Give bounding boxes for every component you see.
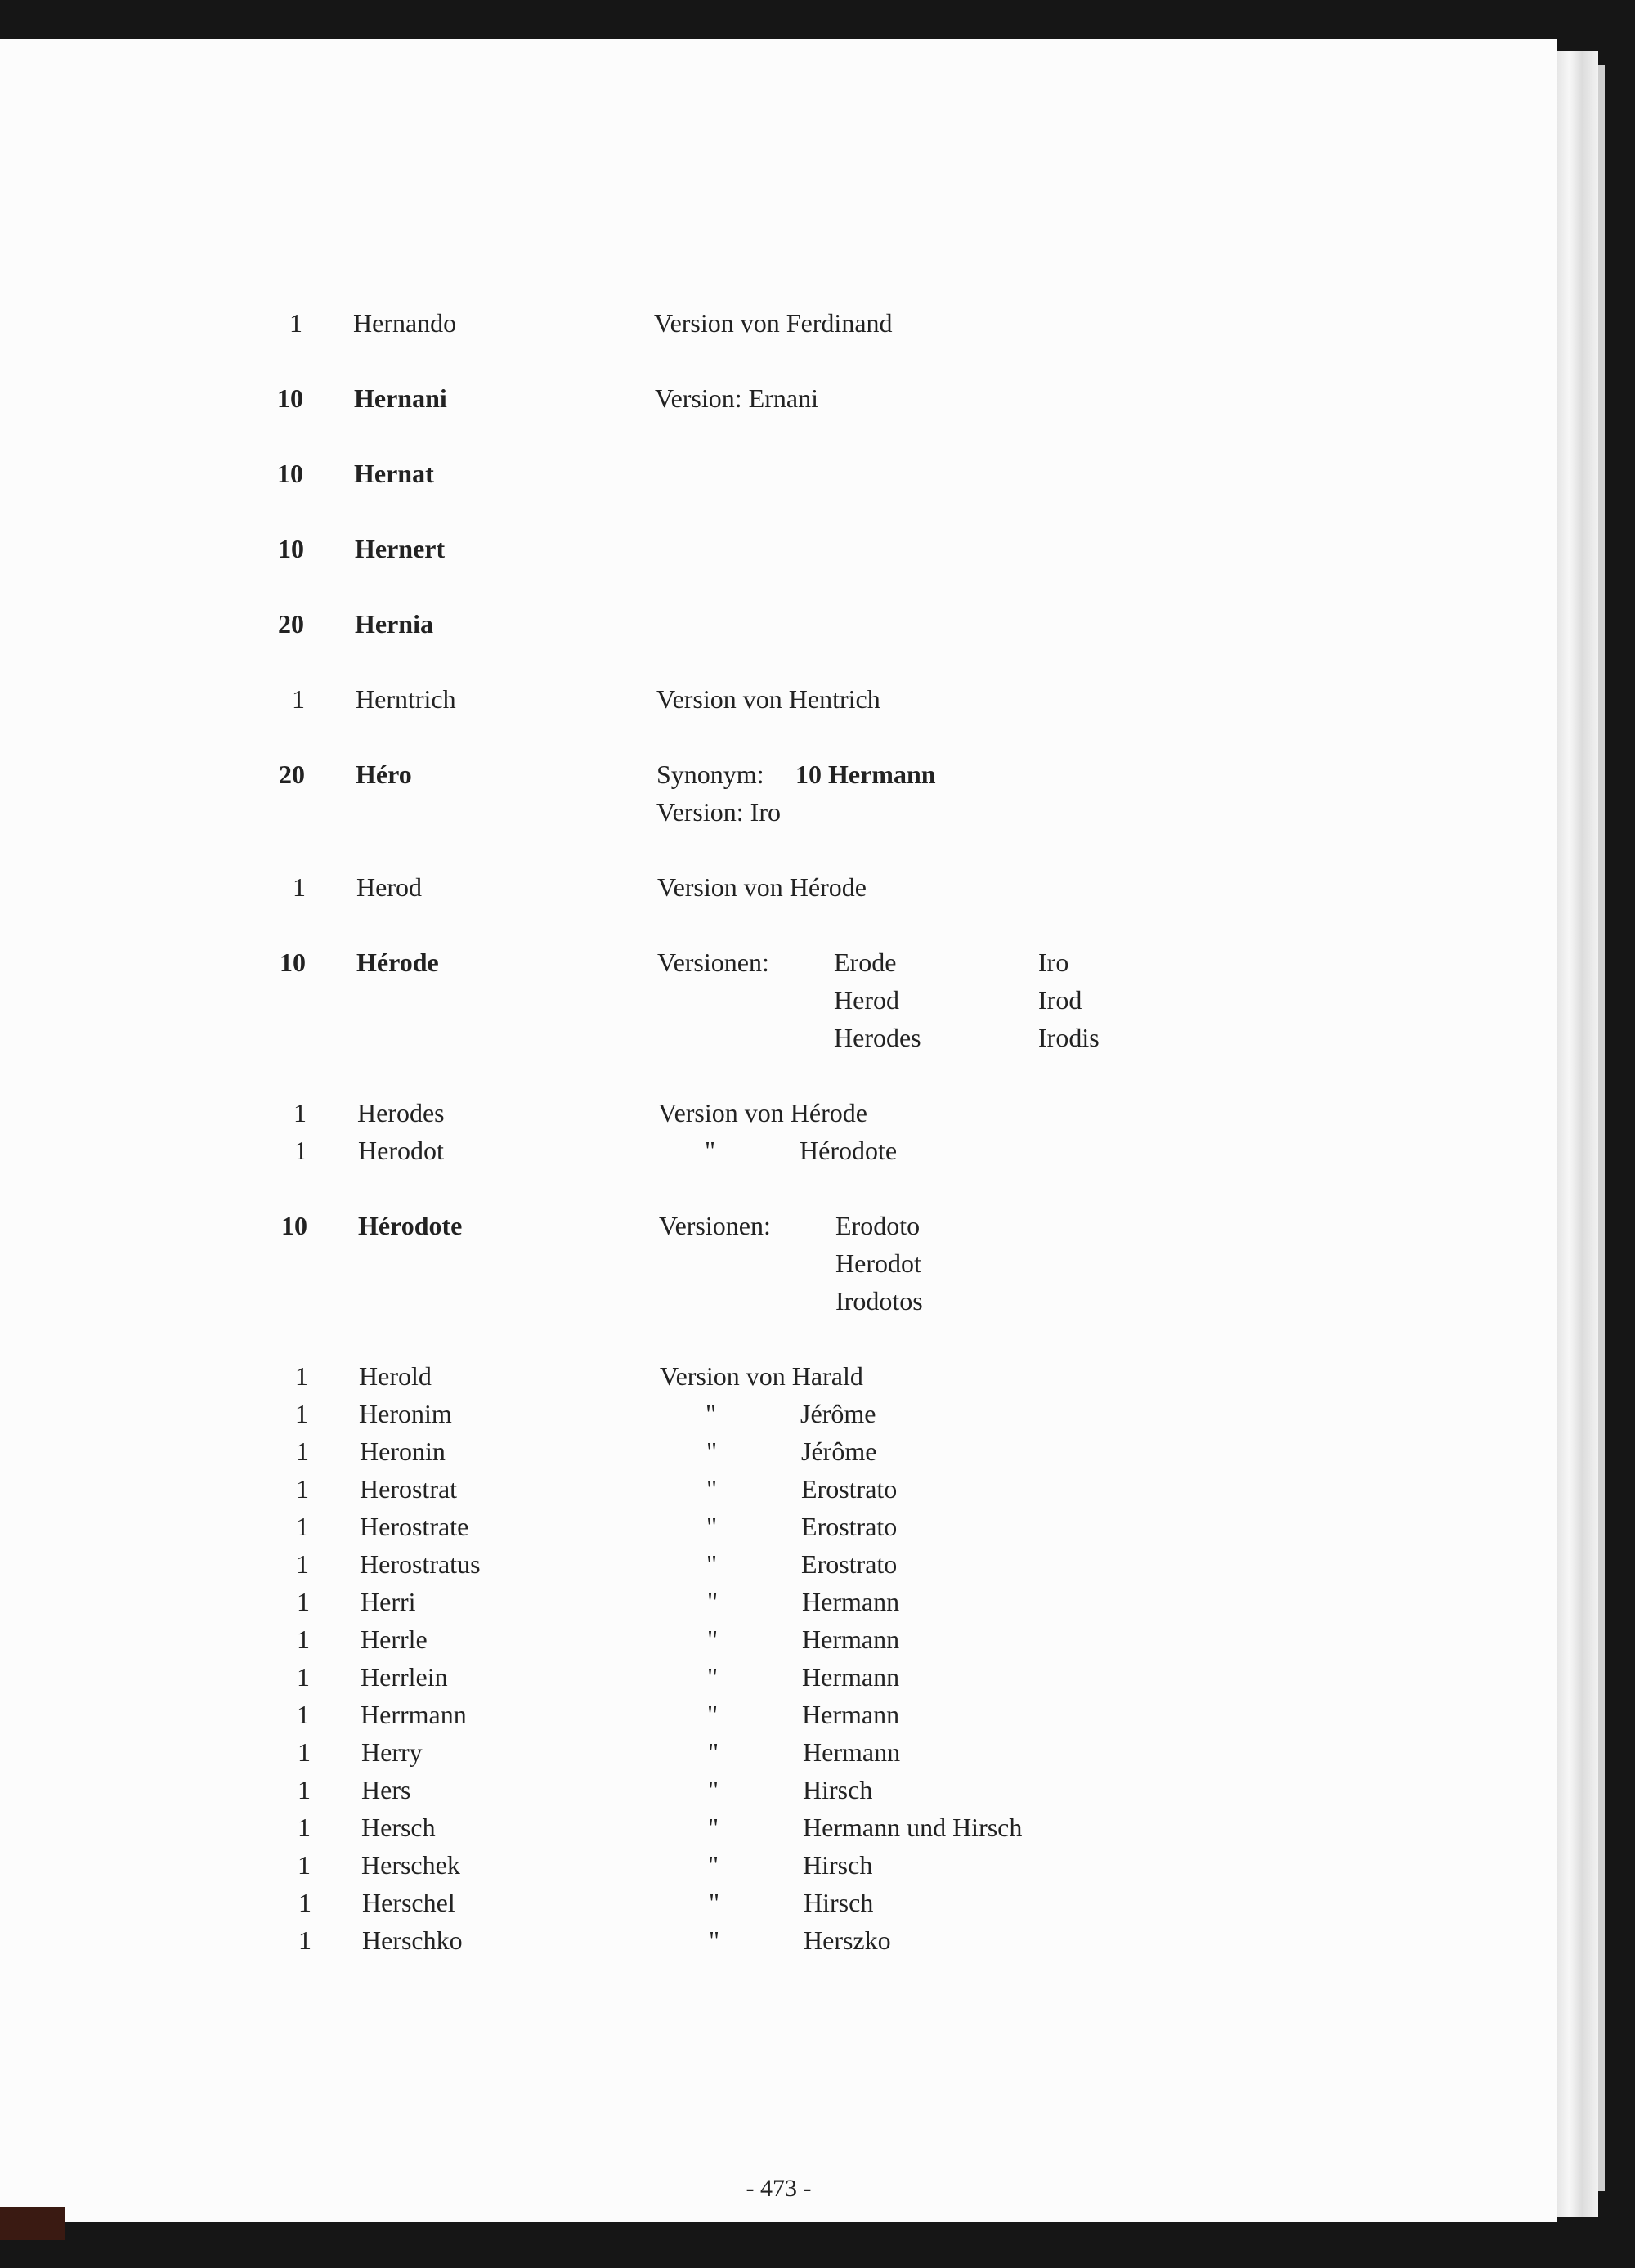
entry-description-segment: Irodis: [1038, 1023, 1100, 1052]
entry-frequency: 1: [298, 1775, 311, 1804]
entry-row: [0, 1583, 1557, 1620]
entry-name: Herod: [356, 872, 422, 902]
entry-frequency: 1: [289, 308, 302, 338]
entry-name: Herostratus: [360, 1549, 481, 1579]
entry-frequency: 1: [298, 1813, 311, 1842]
entry-row: [0, 755, 1557, 827]
entry-frequency: 1: [296, 1512, 309, 1541]
entry-name: Hernani: [354, 383, 447, 413]
entry-frequency: 1: [298, 1888, 311, 1917]
entry-row: [0, 1132, 1557, 1169]
entry-name: Herrlein: [361, 1662, 448, 1692]
entry-row: [0, 868, 1557, 906]
entry-description-segment: Herodot: [835, 1248, 921, 1278]
entry-description-segment: ": [708, 1813, 719, 1842]
entry-frequency: 1: [294, 1136, 307, 1165]
entry-description-segment: Hermann: [802, 1587, 900, 1616]
entry-name: Hernia: [355, 609, 433, 639]
entry-row: [0, 1432, 1557, 1470]
entry-name: Herschel: [362, 1888, 455, 1917]
entry-row: [0, 1696, 1557, 1733]
entry-frequency: 1: [298, 1737, 311, 1767]
entry-description-segment: Jérôme: [801, 1437, 877, 1466]
entry-row: [0, 1658, 1557, 1696]
entry-description-segment: ": [707, 1587, 719, 1616]
entry-row: [0, 379, 1557, 417]
entry-description-segment: Erostrato: [801, 1474, 898, 1504]
entry-description-segment: ": [708, 1775, 719, 1804]
entry-name: Herodes: [357, 1098, 445, 1127]
entry-description-segment: Erostrato: [801, 1549, 898, 1579]
entry-description-segment: Iro: [1038, 948, 1069, 977]
entry-description-segment: ": [707, 1662, 719, 1692]
entry-description-segment: Hirsch: [803, 1775, 873, 1804]
entry-row: [0, 944, 1557, 1052]
entry-description-segment: Herodes: [834, 1023, 921, 1052]
entry-description-segment: ": [709, 1888, 720, 1917]
entry-description-segment: Hermann: [803, 1737, 901, 1767]
entry-name: Herodot: [358, 1136, 444, 1165]
entry-row: [0, 304, 1557, 342]
entry-name: Herschko: [362, 1925, 463, 1955]
entry-row: [0, 1771, 1557, 1809]
entry-name: Herntrich: [356, 684, 456, 714]
entry-frequency: 1: [292, 684, 305, 714]
entry-description-segment: Hermann: [802, 1700, 900, 1729]
entry-row: [0, 1620, 1557, 1658]
entry-row: [0, 1207, 1557, 1316]
entry-name: Héro: [356, 760, 412, 789]
entry-row: [0, 1809, 1557, 1846]
entry-row: [0, 1508, 1557, 1545]
entry-description-segment: Version von Ferdinand: [654, 308, 893, 338]
entry-name: Herostrate: [360, 1512, 469, 1541]
entry-frequency: 10: [280, 948, 306, 977]
entry-row: [0, 1733, 1557, 1771]
entry-name: Hérode: [356, 948, 439, 977]
entry-row: [0, 1921, 1557, 1959]
entry-description-segment: Herszko: [804, 1925, 891, 1955]
entry-name: Hérodote: [358, 1211, 463, 1240]
entry-description-segment: Erostrato: [801, 1512, 898, 1541]
entry-frequency: 1: [298, 1925, 311, 1955]
entry-name: Heronin: [360, 1437, 446, 1466]
entry-frequency: 1: [297, 1625, 310, 1654]
entry-row: [0, 455, 1557, 492]
entry-row: [0, 1395, 1557, 1432]
entry-description-segment: Versionen:: [657, 948, 769, 977]
entry-frequency: 1: [295, 1399, 308, 1428]
entry-row: [0, 680, 1557, 718]
entry-frequency: 1: [297, 1662, 310, 1692]
entry-name: Herostrat: [360, 1474, 458, 1504]
entry-frequency: 1: [296, 1549, 309, 1579]
entry-description-segment: Version: Iro: [656, 797, 781, 827]
entry-frequency: 1: [293, 1098, 307, 1127]
entry-description-segment: Synonym:: [656, 760, 764, 789]
page-number: - 473 -: [746, 2175, 812, 2202]
entry-description-segment: Hermann: [802, 1625, 900, 1654]
entry-description-segment: ": [705, 1136, 716, 1165]
entry-description-segment: ": [708, 1850, 719, 1880]
entry-row: [0, 605, 1557, 643]
entry-description-segment: ": [706, 1437, 718, 1466]
entry-row: [0, 1094, 1557, 1132]
entry-description-segment: Hermann: [802, 1662, 900, 1692]
entry-description-segment: Erodoto: [835, 1211, 921, 1240]
entry-name: Herrle: [361, 1625, 428, 1654]
entry-frequency: 1: [297, 1587, 310, 1616]
entry-description-segment: 10 Hermann: [795, 760, 936, 789]
entry-frequency: 20: [278, 609, 304, 639]
entry-description-segment: ": [708, 1737, 719, 1767]
entry-description-segment: Versionen:: [659, 1211, 771, 1240]
entry-name: Hernat: [354, 459, 434, 488]
entry-description-segment: Irod: [1038, 985, 1082, 1015]
entry-name: Herold: [359, 1361, 432, 1391]
entry-description-segment: Jérôme: [800, 1399, 876, 1428]
entry-description-segment: Version von Harald: [660, 1361, 863, 1391]
entry-row: [0, 1470, 1557, 1508]
entry-frequency: 10: [277, 383, 303, 413]
page-edges: [1557, 51, 1598, 2217]
book-cover-corner: [0, 2207, 65, 2240]
entry-frequency: 10: [281, 1211, 307, 1240]
entry-description-segment: Irodotos: [835, 1286, 923, 1316]
entry-row: [0, 1357, 1557, 1395]
entry-name: Hernando: [353, 308, 457, 338]
entry-description-segment: Erode: [834, 948, 897, 977]
entry-frequency: 20: [279, 760, 305, 789]
entry-description-segment: Hirsch: [804, 1888, 874, 1917]
entry-frequency: 1: [295, 1361, 308, 1391]
entry-name: Hersch: [361, 1813, 436, 1842]
entry-description-segment: Version: Ernani: [655, 383, 818, 413]
entry-name: Hernert: [355, 534, 446, 563]
entry-name: Herry: [361, 1737, 423, 1767]
entry-frequency: 1: [297, 1700, 310, 1729]
entry-name: Herrmann: [361, 1700, 467, 1729]
entry-name: Hers: [361, 1775, 411, 1804]
entry-description-segment: Hérodote: [800, 1136, 898, 1165]
entry-description-segment: ": [707, 1700, 719, 1729]
entry-description-segment: Hirsch: [803, 1850, 873, 1880]
entry-name: Herschek: [361, 1850, 460, 1880]
entry-frequency: 1: [293, 872, 306, 902]
entry-description-segment: ": [706, 1512, 718, 1541]
entry-description-segment: ": [706, 1474, 718, 1504]
entry-row: [0, 1545, 1557, 1583]
page-edges-shadow: [1598, 65, 1605, 2191]
entry-frequency: 10: [277, 459, 303, 488]
entry-description-segment: ": [709, 1925, 720, 1955]
entry-row: [0, 530, 1557, 567]
entry-name: Heronim: [359, 1399, 452, 1428]
entry-frequency: 10: [278, 534, 304, 563]
entry-description-segment: Herod: [834, 985, 899, 1015]
entry-frequency: 1: [296, 1474, 309, 1504]
entry-description-segment: ": [707, 1625, 719, 1654]
entry-name: Herri: [361, 1587, 416, 1616]
entry-description-segment: ": [706, 1399, 717, 1428]
entry-row: [0, 1884, 1557, 1921]
entry-frequency: 1: [296, 1437, 309, 1466]
entry-description-segment: Version von Hérode: [658, 1098, 867, 1127]
entry-description-segment: Version von Hentrich: [656, 684, 880, 714]
entry-description-segment: Hermann und Hirsch: [803, 1813, 1023, 1842]
entry-description-segment: Version von Hérode: [657, 872, 867, 902]
entry-row: [0, 1846, 1557, 1884]
entry-description-segment: ": [706, 1549, 718, 1579]
entry-frequency: 1: [298, 1850, 311, 1880]
